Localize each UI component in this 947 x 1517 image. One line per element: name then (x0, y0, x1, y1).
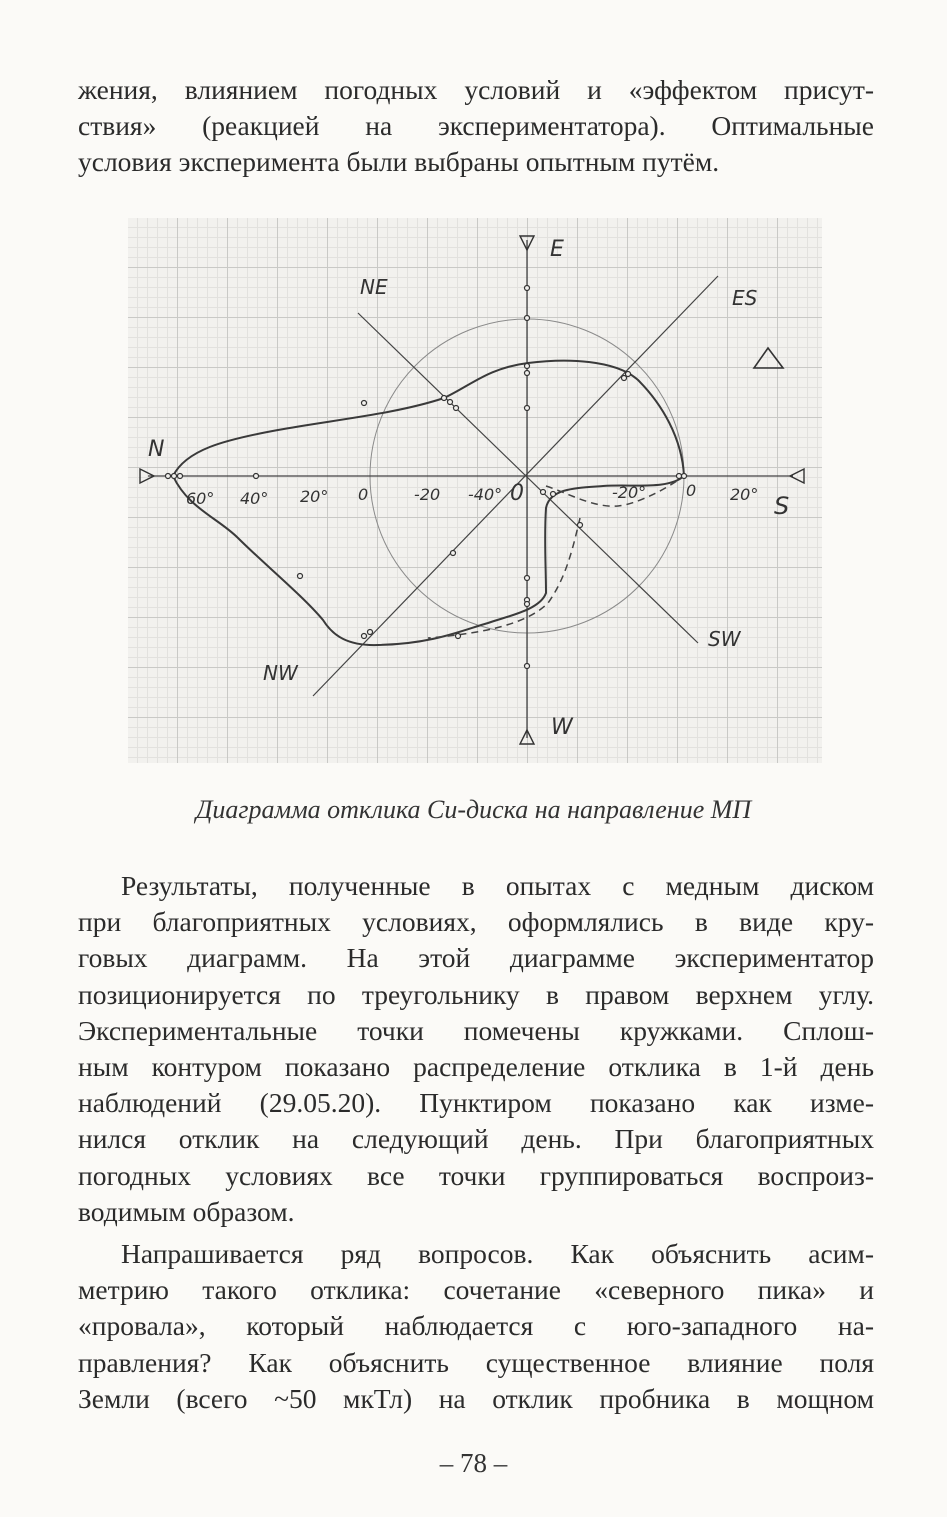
label-west: W (551, 715, 573, 740)
text-line: Экспериментальные точки помечены кружками. Сплош- (78, 1014, 874, 1046)
experimental-points (166, 286, 687, 669)
text-line: водимым образом. (78, 1195, 295, 1227)
figure-caption: Диаграмма отклика Си-диска на направление МП (195, 795, 752, 824)
text-line: погодных условиях все точки группироваться воспроиз- (78, 1159, 874, 1191)
label-east-south: ES (732, 286, 758, 310)
paragraph-results (78, 868, 874, 1230)
tick-label: 40° (240, 489, 269, 508)
label-east: E (550, 237, 564, 262)
label-south-west: SW (708, 627, 741, 651)
paragraph-questions (78, 1236, 874, 1417)
response-diagram-figure (128, 218, 822, 763)
tick-label: 20° (300, 487, 329, 506)
label-north: N (148, 437, 165, 462)
text-line: метрию такого отклика: сочетание «северного пика» и (78, 1274, 874, 1306)
text-line: правления? Как объяснить существенное влияние поля (78, 1346, 874, 1378)
text-line: говых диаграмм. На этой диаграмме экспериментатор (78, 942, 874, 974)
text-line: условия эксперимента были выбраны опытным путём. (78, 146, 720, 178)
text-line: ствия» (реакцией на экспериментатора). Оптимальные (78, 110, 874, 142)
text-line: ным контуром показано распределение отклика в 1-й день (78, 1051, 874, 1083)
text-line: нился отклик на следующий день. При благоприятных (78, 1123, 874, 1155)
text-line: при благоприятных условиях, оформлялись в виде кру- (78, 906, 874, 938)
page-number: – 78 – (439, 1448, 508, 1478)
label-origin: 0 (510, 481, 524, 506)
text-line: «провала», который наблюдается с юго-западного на- (78, 1310, 874, 1342)
tick-label: 60° (186, 489, 215, 508)
experimenter-triangle (754, 348, 783, 368)
text-line: Земли (всего ~50 мкТл) на отклик пробника в мощном (78, 1382, 874, 1414)
tick-label: -40° (468, 485, 503, 504)
label-north-east: NE (360, 275, 388, 299)
text-line: позиционируется по треугольнику в правом верхнем углу. (78, 978, 874, 1010)
tick-label: -20° (612, 483, 647, 502)
text-line: жения, влиянием погодных условий и «эффектом присут- (78, 74, 874, 105)
tick-label: 0 (358, 485, 369, 504)
polar-diagram (128, 218, 822, 763)
tick-label: 20° (730, 485, 759, 504)
label-north-west: NW (263, 661, 298, 685)
text-line: наблюдений (29.05.20). Пунктиром показано как изме- (78, 1087, 874, 1119)
label-south: S (774, 492, 790, 520)
tick-label: 0 (686, 481, 697, 500)
text-line: Результаты, полученные в опытах с медным диском (121, 870, 874, 901)
top-paragraph (78, 72, 874, 181)
tick-label: -20 (414, 485, 441, 504)
text-line: Напрашивается ряд вопросов. Как объяснить асим- (121, 1238, 874, 1269)
